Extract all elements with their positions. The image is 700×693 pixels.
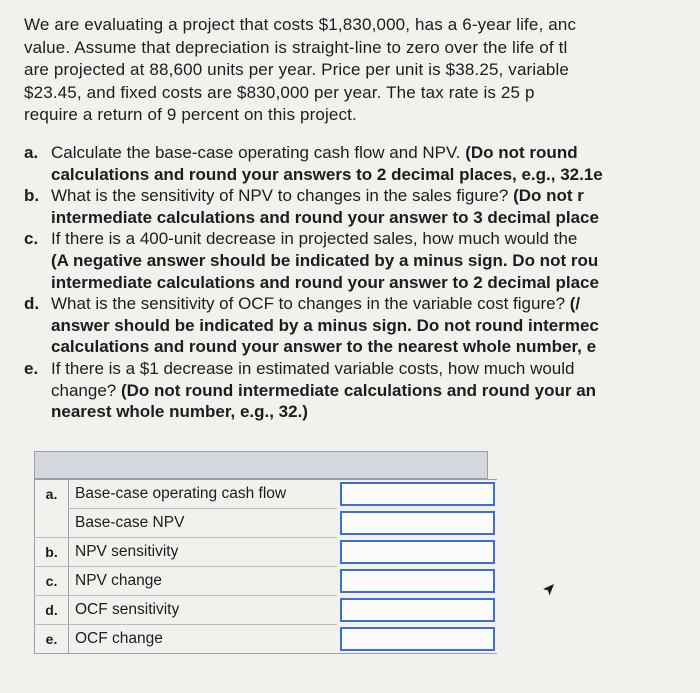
row-label: NPV change bbox=[69, 567, 338, 596]
question-text: change? bbox=[51, 380, 121, 400]
ocf-sensitivity-input[interactable] bbox=[340, 598, 495, 622]
intro-line: require a return of 9 percent on this project. bbox=[24, 105, 357, 125]
question-a bbox=[24, 142, 700, 185]
question-letter: b. bbox=[24, 186, 40, 206]
row-letter: e. bbox=[35, 625, 69, 654]
row-letter: c. bbox=[35, 567, 69, 596]
question-instruction: (Do not r bbox=[513, 186, 584, 206]
question-c bbox=[24, 228, 700, 293]
mouse-cursor-icon bbox=[541, 583, 555, 597]
row-letter: d. bbox=[35, 596, 69, 625]
row-label: NPV sensitivity bbox=[69, 538, 338, 567]
row-label: Base-case NPV bbox=[69, 509, 338, 538]
intro-line: are projected at 88,600 units per year. Price per unit is $38.25, variablе bbox=[24, 60, 570, 80]
question-instruction: (Do not round intermediate calculations and round your an bbox=[120, 380, 597, 400]
question-letter: e. bbox=[24, 358, 39, 378]
table-row bbox=[35, 625, 498, 654]
row-label: OCF change bbox=[69, 625, 338, 654]
question-letter: d. bbox=[24, 294, 40, 314]
npv-sensitivity-input[interactable] bbox=[340, 540, 495, 564]
question-instruction: intermediate calculations and round your answer to 3 decimal placе bbox=[51, 207, 599, 227]
base-case-npv-input[interactable] bbox=[340, 511, 495, 535]
row-label: Base-case operating cash flow bbox=[69, 480, 338, 509]
table-row bbox=[35, 509, 498, 538]
question-letter: a. bbox=[24, 143, 39, 162]
question-instruction: (A negative answer should be indicated by a minus sign. Do not rou bbox=[51, 250, 599, 270]
question-text: If there is a 400-unit decrease in projected sales, how much would thе bbox=[51, 229, 578, 249]
question-instruction: intermediate calculations and round your answer to 2 decimal placе bbox=[51, 272, 599, 292]
row-letter bbox=[35, 509, 69, 538]
question-list bbox=[24, 142, 700, 423]
table-row bbox=[35, 480, 498, 509]
table-header bbox=[34, 451, 488, 479]
table-row bbox=[35, 567, 498, 596]
table-row bbox=[35, 538, 498, 567]
intro-line: We are evaluating a project that costs $1,830,000, has a 6-year life, anc bbox=[24, 15, 577, 34]
question-instruction: (Do not round bbox=[465, 143, 578, 162]
question-d bbox=[24, 293, 700, 358]
table-row bbox=[35, 596, 498, 625]
question-instruction: calculations and round your answers to 2 decimal places, e.g., 32.1е bbox=[51, 164, 603, 184]
question-b bbox=[24, 185, 700, 228]
npv-change-input[interactable] bbox=[340, 569, 495, 593]
question-instruction: calculations and round your answer to the nearest whole number, e bbox=[51, 337, 597, 357]
question-text: What is the sensitivity of OCF to changes in the variable cost figure? bbox=[51, 294, 570, 314]
question-instruction: nearest whole number, e.g., 32.) bbox=[51, 402, 308, 422]
base-case-ocf-input[interactable] bbox=[340, 482, 495, 506]
question-text: Calculate the base-case operating cash flow and NPV. bbox=[51, 143, 466, 162]
ocf-change-input[interactable] bbox=[340, 627, 495, 651]
row-label: OCF sensitivity bbox=[69, 596, 338, 625]
intro-line: $23.45, and fixed costs are $830,000 per year. The tax rate is 25 р bbox=[24, 82, 535, 102]
intro-line: value. Assume that depreciation is straight-line to zero over the life of tl bbox=[24, 37, 568, 57]
question-text: What is the sensitivity of NPV to changes in the sales figure? bbox=[51, 186, 514, 206]
question-letter: c. bbox=[24, 229, 39, 249]
question-text: If there is a $1 decrease in estimated variable costs, how much would bbox=[51, 358, 575, 378]
answer-table bbox=[34, 451, 488, 654]
question-instruction: (/ bbox=[569, 294, 581, 314]
question-e bbox=[24, 358, 700, 423]
question-instruction: answer should be indicated by a minus sign. Do not round intermec bbox=[51, 315, 599, 335]
row-letter: b. bbox=[35, 538, 69, 567]
row-letter: a. bbox=[35, 480, 69, 509]
problem-statement bbox=[24, 14, 700, 127]
